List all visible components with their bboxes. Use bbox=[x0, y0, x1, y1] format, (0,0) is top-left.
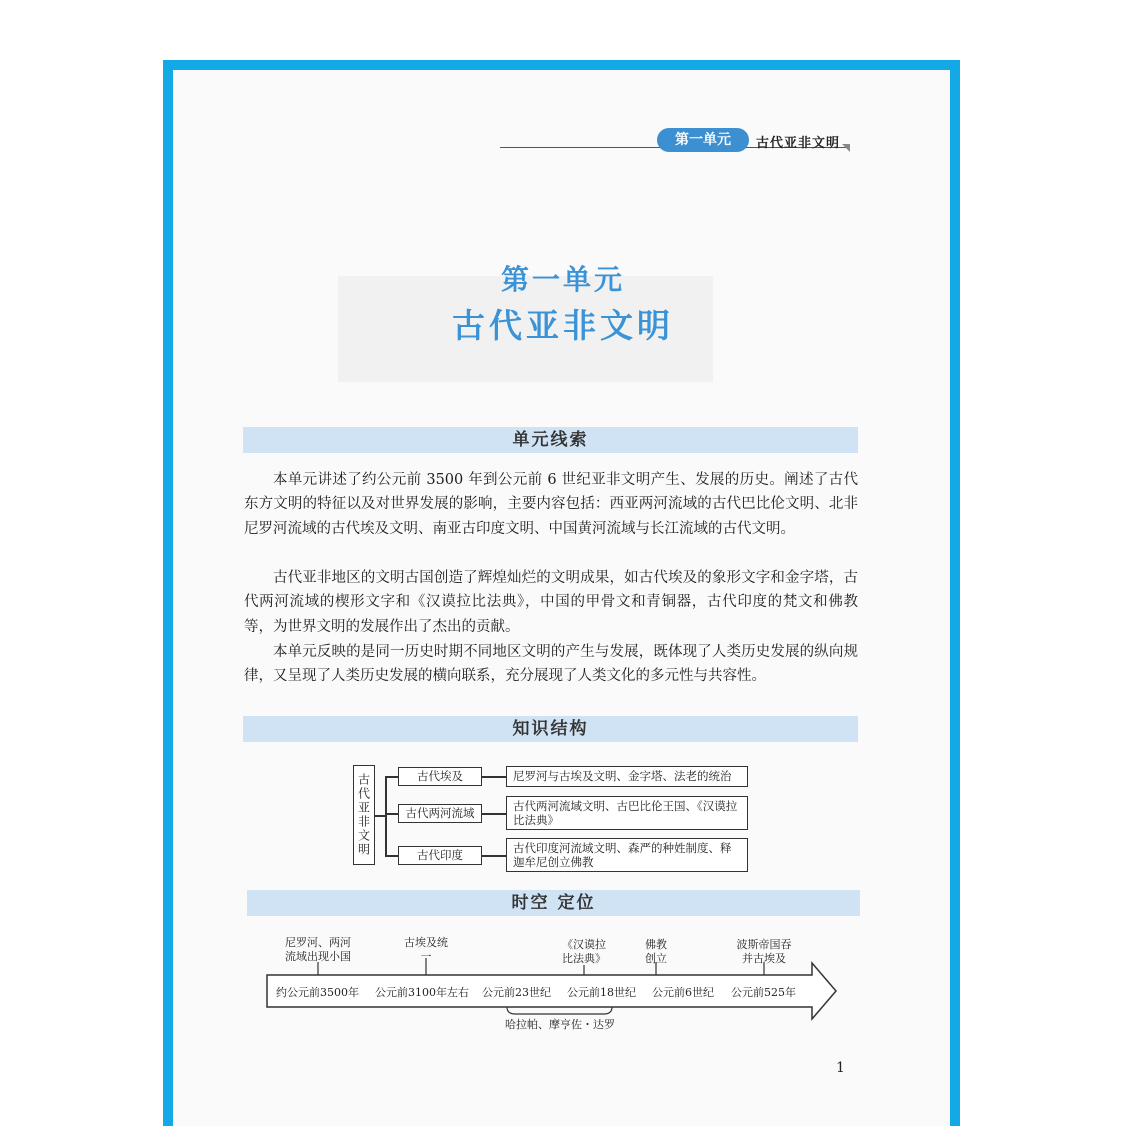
unit-title: 古代亚非文明 bbox=[452, 306, 674, 345]
paragraph-1: 本单元讲述了约公元前 3500 年到公元前 6 世纪亚非文明产生、发展的历史。阐述了古代东方文明的特征以及对世界发展的影响，主要内容包括：西亚两河流域的古代巴比伦文明、北非尼罗河流域的古代埃及文明、南亚古印度文明、中国黄河流域与长江流域的古代文明。 bbox=[244, 472, 858, 537]
unit-number: 第一单元 bbox=[500, 263, 625, 296]
structure-branch: 古代印度 bbox=[398, 846, 482, 865]
structure-detail: 古代印度河流域文明、森严的种姓制度、释迦牟尼创立佛教 bbox=[506, 838, 748, 872]
section-band-clue: 单元线索 bbox=[243, 427, 858, 453]
timeline-event: 佛教创立 bbox=[645, 938, 667, 965]
page-number: 1 bbox=[836, 1060, 845, 1076]
timeline-bottom-event: 哈拉帕、摩亨佐・达罗 bbox=[505, 1018, 615, 1031]
timeline-date: 公元前525年 bbox=[731, 986, 796, 999]
timeline-date: 公元前23世纪 bbox=[482, 986, 551, 999]
section-band-timeline: 时空 定位 bbox=[247, 890, 860, 916]
timeline-event: 《汉谟拉比法典》 bbox=[562, 938, 606, 965]
section-band-structure: 知识结构 bbox=[243, 716, 858, 742]
timeline-event: 波斯帝国吞并古埃及 bbox=[736, 938, 792, 965]
paragraph-3: 本单元反映的是同一历史时期不同地区文明的产生与发展，既体现了人类历史发展的纵向规律，又呈现了人类历史发展的横向联系，充分展现了人类文化的多元性与共容性。 bbox=[244, 644, 858, 685]
timeline-date: 公元前3100年左右 bbox=[375, 986, 469, 999]
header-unit-tab: 第一单元 bbox=[657, 128, 749, 152]
structure-root: 古代亚非文明 bbox=[353, 765, 375, 865]
timeline-date: 约公元前3500年 bbox=[276, 986, 359, 999]
structure-detail: 古代两河流域文明、古巴比伦王国、《汉谟拉比法典》 bbox=[506, 796, 748, 830]
paragraph-2: 古代亚非地区的文明古国创造了辉煌灿烂的文明成果，如古代埃及的象形文字和金字塔，古代两河流域的楔形文字和《汉谟拉比法典》，中国的甲骨文和青铜器，古代印度的梵文和佛教等，为世界文明的发展作出了杰出的贡献。 bbox=[244, 570, 858, 635]
structure-branch: 古代埃及 bbox=[398, 767, 482, 786]
timeline-date: 公元前6世纪 bbox=[652, 986, 714, 999]
header-unit-name: 古代亚非文明 bbox=[756, 136, 841, 151]
timeline-event: 尼罗河、两河流域出现小国 bbox=[285, 936, 351, 963]
structure-detail: 尼罗河与古埃及文明、金字塔、法老的统治 bbox=[506, 766, 748, 787]
structure-branch: 古代两河流域 bbox=[398, 804, 482, 823]
timeline-event: 古埃及统一 bbox=[404, 936, 448, 963]
timeline-date: 公元前18世纪 bbox=[567, 986, 636, 999]
